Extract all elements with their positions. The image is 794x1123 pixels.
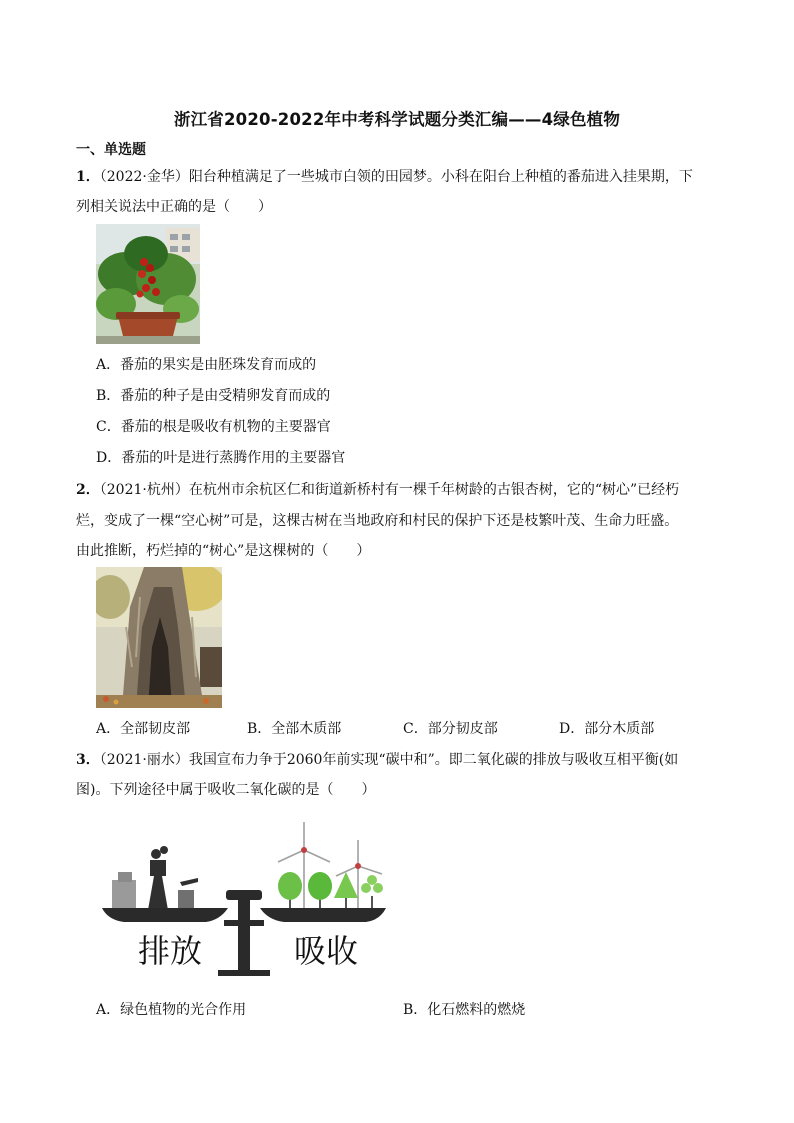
question-2-line-2: 烂，变成了一棵“空心树”可是，这棵古树在当地政府和村民的保护下还是枝繁叶茂、生命力旺盛。 [76,513,679,529]
q1-option-c[interactable]: C．番茄的根是吸收有机物的主要器官 [96,419,331,435]
right-pan [260,908,386,922]
q1-option-b[interactable]: B．番茄的种子是由受精卵发育而成的 [96,388,331,404]
q2-option-b[interactable]: B．全部木质部 [247,721,342,737]
question-3-line-1 [76,749,678,769]
q1-option-d[interactable]: D．番茄的叶是进行蒸腾作用的主要器官 [96,450,346,466]
question-text: （2022·金华）阳台种植满足了一些城市白领的田园梦。小科在阳台上种植的番茄进入挂果期，下 [99,169,693,185]
factory-icon [112,846,198,910]
q2-option-d[interactable]: D．部分木质部 [559,721,655,737]
q2-option-a[interactable]: A．全部韧皮部 [96,721,191,737]
carbon-balance-figure [98,820,390,980]
hollow-ginkgo-tree-image [96,567,222,708]
question-3-line-2: 图)。下列途径中属于吸收二氧化碳的是（ ） [76,782,376,798]
section-heading: 一、单选题 [76,142,146,158]
question-number: 3． [76,752,100,768]
question-1-line-2: 列相关说法中正确的是（ ） [76,199,272,215]
q2-option-c[interactable]: C．部分韧皮部 [403,721,498,737]
tomato-plant-image [96,224,200,344]
tree-icon [278,872,383,910]
question-2-line-3: 由此推断，朽烂掉的“树心”是这棵树的（ ） [76,543,371,559]
question-text: （2021·丽水）我国宣布力争于2060年前实现“碳中和”。即二氧化碳的排放与吸收互相平衡(如 [99,752,679,768]
question-number: 2． [76,482,100,498]
question-2-line-1 [76,479,679,499]
page-title: 浙江省2020-2022年中考科学试题分类汇编——4绿色植物 [173,110,621,129]
question-number: 1． [76,169,100,185]
absorption-label: 吸收 [294,932,359,970]
q1-option-a[interactable]: A．番茄的果实是由胚珠发育而成的 [96,357,317,373]
emission-label: 排放 [138,932,203,970]
question-text: （2021·杭州）在杭州市余杭区仁和街道新桥村有一棵千年树龄的古银杏树，它的“树心”已经朽 [99,482,680,498]
left-pan [102,908,228,922]
q3-option-b[interactable]: B．化石燃料的燃烧 [403,1002,526,1018]
q3-option-a[interactable]: A．绿色植物的光合作用 [96,1002,247,1018]
question-1-line-1 [76,166,693,186]
